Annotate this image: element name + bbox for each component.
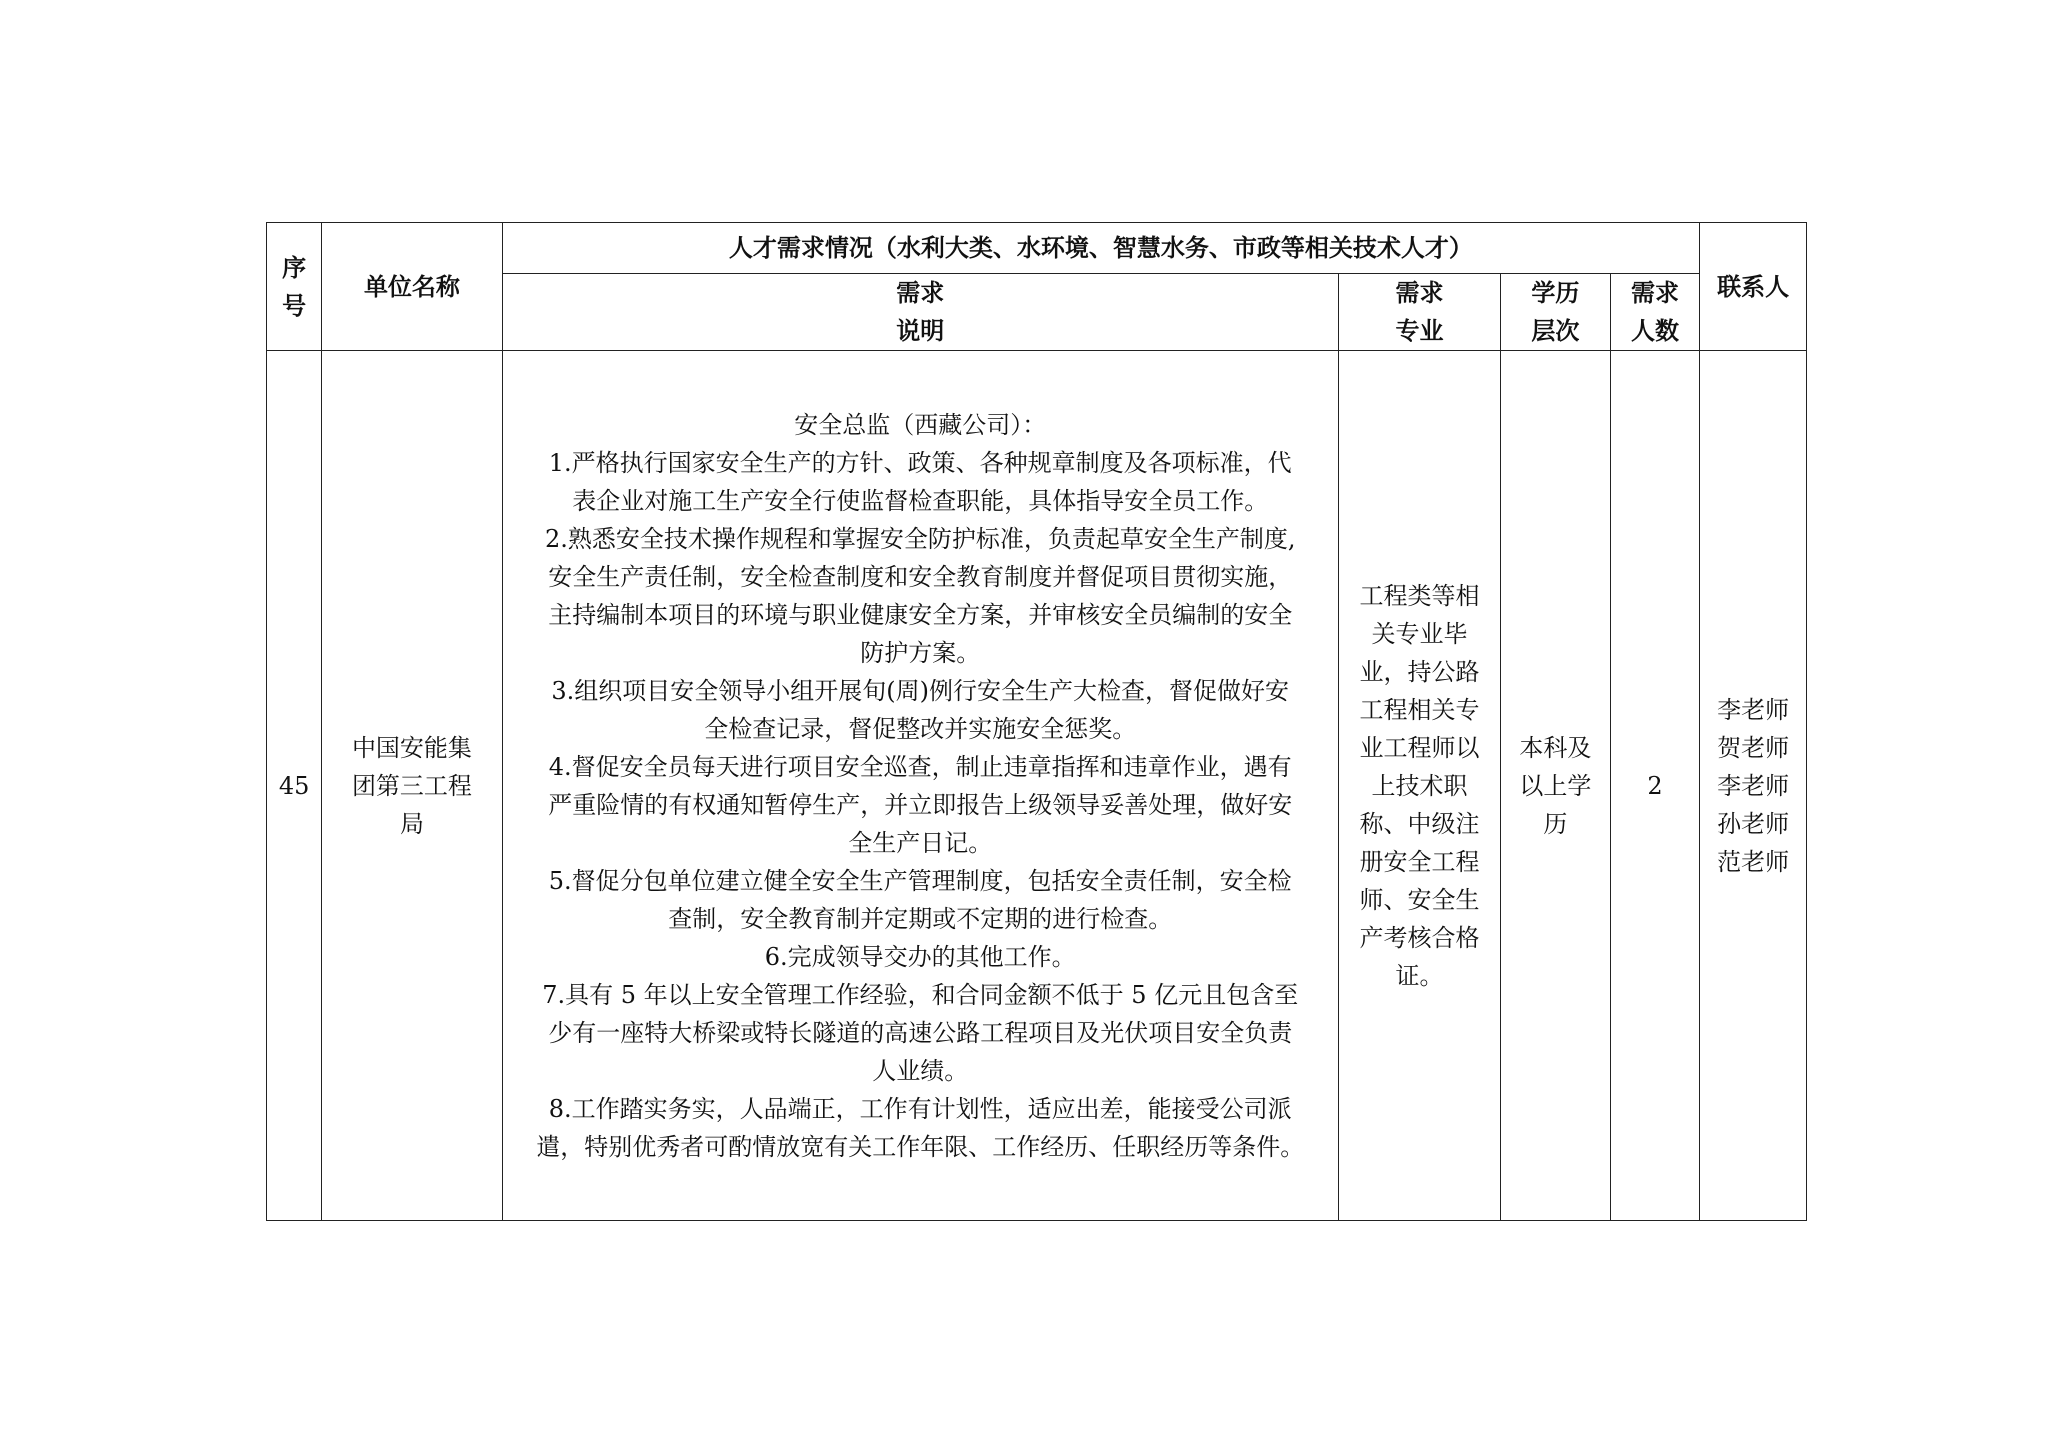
description-line: 全生产日记。 <box>848 828 993 857</box>
row-headcount: 2 <box>1610 351 1700 1221</box>
text-line: 以上学 <box>1519 771 1592 800</box>
text-line: 序 <box>282 252 307 282</box>
text-line: 层次 <box>1531 316 1580 345</box>
text-line: 局 <box>399 809 424 838</box>
description-line: 3.组织项目安全领导小组开展旬(周)例行安全生产大检查，督促做好安 <box>551 676 1290 705</box>
description-line: 遣，特别优秀者可酌情放宽有关工作年限、工作经历、任职经历等条件。 <box>536 1132 1305 1161</box>
contact-name: 范老师 <box>1717 847 1790 876</box>
description-line: 5.督促分包单位建立健全安全生产管理制度，包括安全责任制，安全检 <box>548 866 1292 895</box>
text-line: 业，持公路 <box>1359 657 1480 686</box>
description-line: 1.严格执行国家安全生产的方针、政策、各种规章制度及各项标准，代 <box>548 448 1292 477</box>
header-education-level <box>1500 274 1610 351</box>
talent-demand-table <box>266 222 1807 1221</box>
text-line: 人数 <box>1630 316 1679 345</box>
text-line: 称、中级注 <box>1359 809 1480 838</box>
text-line: 中国安能集 <box>351 733 472 762</box>
header-demand-description <box>502 274 1338 351</box>
text-line: 号 <box>282 290 307 320</box>
description-line: 8.工作踏实务实，人品端正，工作有计划性，适应出差，能接受公司派 <box>548 1094 1292 1123</box>
header-demand-group: 人才需求情况（水利大类、水环境、智慧水务、市政等相关技术人才） <box>502 223 1700 274</box>
text-line: 历 <box>1543 809 1568 838</box>
description-line: 表企业对施工生产安全行使监督检查职能，具体指导安全员工作。 <box>572 486 1269 515</box>
row-contacts <box>1700 351 1807 1221</box>
text-line: 专业 <box>1395 316 1444 345</box>
description-line: 安全总监（西藏公司）： <box>794 410 1047 439</box>
text-line: 团第三工程 <box>351 771 472 800</box>
row-unit-name <box>322 351 502 1221</box>
text-line: 业工程师以 <box>1359 733 1480 762</box>
contact-name: 李老师 <box>1717 771 1790 800</box>
description-line: 4.督促安全员每天进行项目安全巡查，制止违章指挥和违章作业，遇有 <box>548 752 1292 781</box>
description-line: 6.完成领导交办的其他工作。 <box>764 942 1076 971</box>
text-line: 需求 <box>1630 278 1679 307</box>
text-line: 关专业毕 <box>1371 619 1468 648</box>
text-line: 证。 <box>1395 961 1444 990</box>
header-demand-major <box>1338 274 1500 351</box>
description-line: 2.熟悉安全技术操作规程和掌握安全防护标准，负责起草安全生产制度, <box>544 524 1296 553</box>
text-line: 本科及 <box>1519 733 1592 762</box>
contact-name: 孙老师 <box>1717 809 1790 838</box>
text-line: 册安全工程 <box>1359 847 1480 876</box>
table-row <box>267 351 1807 1221</box>
description-line: 安全生产责任制，安全检查制度和安全教育制度并督促项目贯彻实施， <box>548 562 1293 591</box>
row-education <box>1500 351 1610 1221</box>
description-line: 查制，安全教育制并定期或不定期的进行检查。 <box>668 904 1173 933</box>
text-line: 学历 <box>1531 278 1580 307</box>
text-line: 上技术职 <box>1371 771 1468 800</box>
description-line: 全检查记录，督促整改并实施安全惩奖。 <box>704 714 1137 743</box>
header-seq <box>267 223 322 351</box>
header-unit-name: 单位名称 <box>322 223 502 351</box>
row-description <box>502 351 1338 1221</box>
description-line: 7.具有 5 年以上安全管理工作经验，和合同金额不低于 5 亿元且包含至 <box>542 980 1299 1009</box>
text-line: 需求 <box>1395 278 1444 307</box>
description-line: 主持编制本项目的环境与职业健康安全方案，并审核安全员编制的安全 <box>548 600 1293 629</box>
header-headcount <box>1610 274 1700 351</box>
text-line: 产考核合格 <box>1359 923 1480 952</box>
header-contact: 联系人 <box>1700 223 1807 351</box>
text-line: 需求 <box>896 278 945 307</box>
description-line: 防护方案。 <box>860 638 981 667</box>
text-line: 工程相关专 <box>1359 695 1480 724</box>
description-line: 少有一座特大桥梁或特长隧道的高速公路工程项目及光伏项目安全负责 <box>548 1018 1293 1047</box>
row-major <box>1338 351 1500 1221</box>
contact-name: 李老师 <box>1717 695 1790 724</box>
text-line: 说明 <box>896 316 945 345</box>
text-line: 师、安全生 <box>1359 885 1480 914</box>
description-line: 严重险情的有权通知暂停生产，并立即报告上级领导妥善处理，做好安 <box>548 790 1293 819</box>
contact-name: 贺老师 <box>1717 733 1790 762</box>
description-line: 人业绩。 <box>872 1056 969 1085</box>
text-line: 工程类等相 <box>1359 581 1480 610</box>
row-seq: 45 <box>267 351 322 1221</box>
